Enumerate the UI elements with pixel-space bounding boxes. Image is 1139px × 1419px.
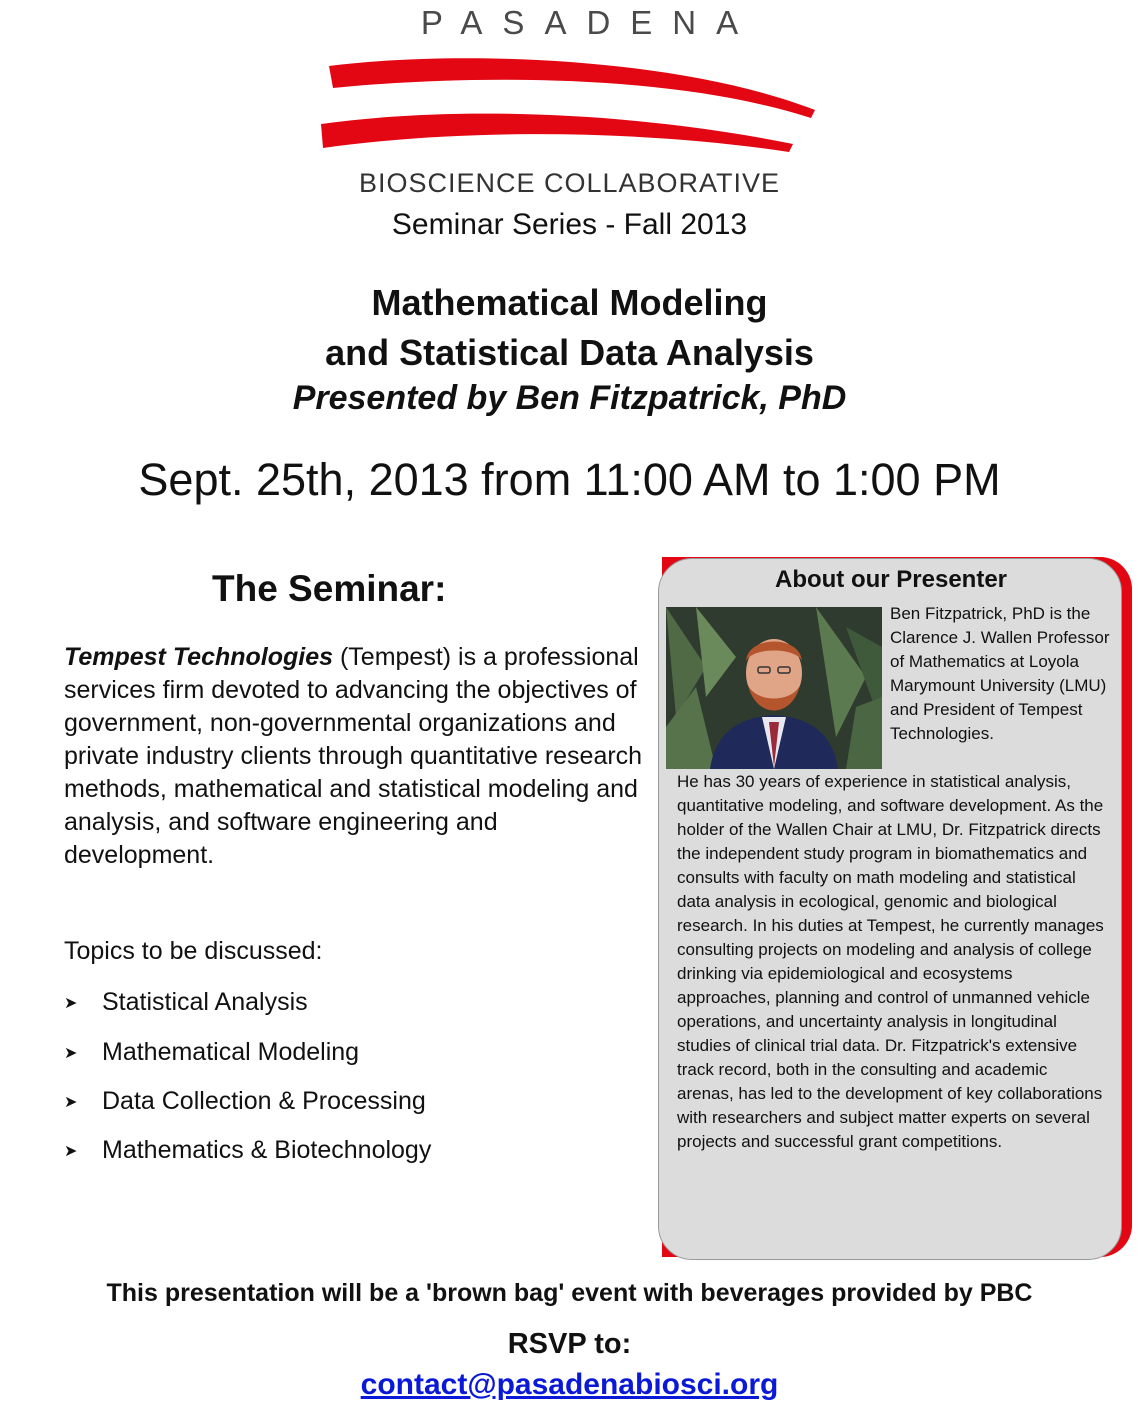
arrowhead-bullet-icon: ➤ [64, 995, 78, 1013]
seminar-series-label: Seminar Series - Fall 2013 [391, 208, 748, 241]
logo-wordmark: PASADENA [420, 4, 759, 41]
presenter-bio-intro: Ben Fitzpatrick, PhD is the Clarence J. Wallen Professor of Mathematics at Loyola Marymount University (LMU) and President of Tempest Technologies. [890, 604, 1110, 743]
logo-swoosh-upper [329, 58, 815, 118]
logo-subtitle: BIOSCIENCE COLLABORATIVE [358, 168, 781, 198]
seminar-description [64, 641, 644, 872]
topic-item [64, 1038, 359, 1067]
rsvp-email-container [0, 1368, 1139, 1402]
rsvp-email-link[interactable]: contact@pasadenabiosci.org [360, 1368, 779, 1401]
arrowhead-bullet-icon: ➤ [64, 1094, 78, 1112]
arrowhead-bullet-icon: ➤ [64, 1045, 78, 1063]
logo-swoosh-lower [321, 114, 793, 152]
presenter-photo [666, 607, 882, 769]
topic-label: Mathematical Modeling [102, 1038, 360, 1066]
talk-title-line2: and Statistical Data Analysis [325, 332, 814, 373]
rsvp-label: RSVP to: [507, 1328, 632, 1360]
topic-item [64, 1136, 431, 1165]
topic-item [64, 988, 308, 1017]
presenter-heading: About our Presenter [774, 566, 1008, 593]
presented-by: Presented by Ben Fitzpatrick, PhD [292, 379, 847, 417]
company-name: Tempest Technologies [64, 643, 334, 671]
arrowhead-bullet-icon: ➤ [64, 1143, 78, 1161]
talk-title-line1: Mathematical Modeling [371, 282, 768, 323]
topic-label: Data Collection & Processing [102, 1087, 426, 1115]
seminar-heading: The Seminar: [212, 568, 447, 609]
brown-bag-notice: This presentation will be a 'brown bag' event with beverages provided by PBC [106, 1279, 1033, 1307]
topic-label: Mathematics & Biotechnology [102, 1136, 432, 1164]
topics-label: Topics to be discussed: [64, 937, 323, 965]
event-datetime: Sept. 25th, 2013 from 11:00 AM to 1:00 PM [138, 454, 1001, 505]
logo-swoosh-icon [315, 52, 825, 152]
presenter-bio-details: He has 30 years of experience in statistical analysis, quantitative modeling, and software development. As the holder of the Wallen Chair at LMU, Dr. Fitzpatrick directs the independent study program in biomathematics and consults with faculty on math modeling and statistical data analysis in ecological, genomic and biological research. In his duties at Tempest, he currently manages consulting projects on modeling and analysis of college drinking via epidemiological and ecosystems approaches, planning and control of unmanned vehicle operations, and uncertainty analysis in longitudinal studies of clinical trial data. Dr. Fitzpatrick's extensive track record, both in the consulting and academic arenas, has led to the development of key collaborations with researchers and subject matter experts on several projects and successful grant competitions. [677, 772, 1104, 1151]
topic-item [64, 1087, 426, 1116]
company-description: (Tempest) is a professional services firm devoted to advancing the objectives of government, non-governmental organizations and private industry clients through quantitative research methods, mathematical and statistical modeling and analysis, and software engineering and development. [64, 643, 643, 869]
topic-label: Statistical Analysis [102, 988, 308, 1016]
